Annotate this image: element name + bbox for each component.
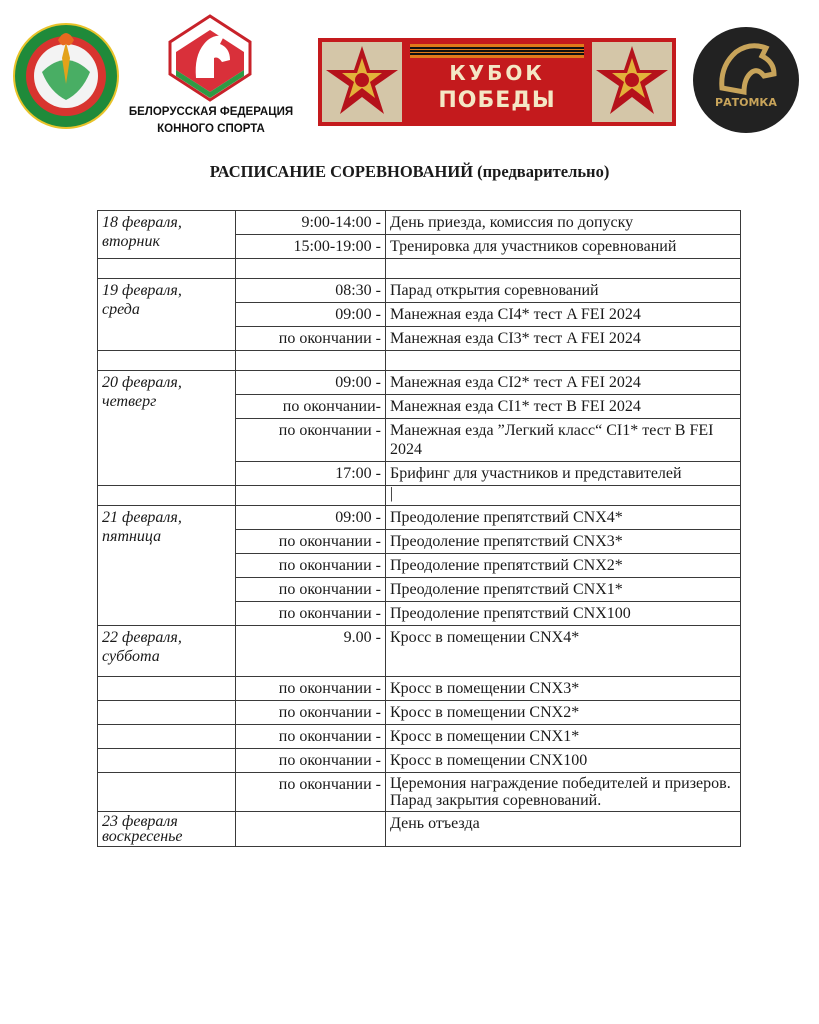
- table-row: [98, 279, 741, 303]
- time-cell-empty: [236, 812, 386, 847]
- table-row: [98, 506, 741, 530]
- event-cell: Церемония награждение победителей и призеров. Парад закрытия соревнований.: [386, 773, 741, 812]
- time-cell: 09:00 -: [236, 303, 386, 327]
- table-row: [98, 211, 741, 235]
- title-main: РАСПИСАНИЕ СОРЕВНОВАНИЙ: [209, 162, 474, 181]
- spacer-row: [98, 351, 741, 371]
- day-date: 18 февраля,: [102, 214, 182, 231]
- event-cell: Кросс в помещении CNX4*: [386, 626, 741, 677]
- time-cell: по окончании -: [236, 578, 386, 602]
- st-george-ribbon-icon: [410, 44, 584, 58]
- event-cell: Манежная езда ”Легкий класс“ CI1* тест B FEI 2024: [386, 419, 741, 462]
- ratomka-logo: [692, 26, 800, 134]
- page-header: [0, 0, 819, 150]
- event-cell: Манежная езда CI2* тест A FEI 2024: [386, 371, 741, 395]
- time-cell: по окончании -: [236, 701, 386, 725]
- table-row: [98, 701, 741, 725]
- event-cell: День отъезда: [386, 812, 741, 847]
- banner-title-line2: ПОБЕДЫ: [438, 88, 556, 113]
- time-cell: 15:00-19:00 -: [236, 235, 386, 259]
- time-cell: по окончании -: [236, 749, 386, 773]
- day-cell-empty: [98, 701, 236, 725]
- table-row: [98, 749, 741, 773]
- time-cell: по окончании -: [236, 602, 386, 626]
- event-cell: Манежная езда CI4* тест A FEI 2024: [386, 303, 741, 327]
- event-cell: Преодоление препятствий CNX100: [386, 602, 741, 626]
- day-weekday: вторник: [102, 233, 160, 250]
- time-cell: 09:00 -: [236, 371, 386, 395]
- banner-title-line1: КУБОК: [449, 61, 545, 85]
- time-cell: 08:30 -: [236, 279, 386, 303]
- event-cell: День приезда, комиссия по допуску: [386, 211, 741, 235]
- day-date: 21 февраля,: [102, 509, 182, 526]
- banner-title: [410, 60, 584, 116]
- day-cell-empty: [98, 773, 236, 812]
- schedule-table: [97, 210, 741, 847]
- day-cell: [98, 506, 236, 626]
- event-cell: Преодоление препятствий CNX2*: [386, 554, 741, 578]
- day-cell: [98, 211, 236, 259]
- day-weekday: среда: [102, 301, 140, 318]
- time-cell: по окончании -: [236, 419, 386, 462]
- order-star-icon: [592, 42, 672, 122]
- spacer-row: [98, 259, 741, 279]
- event-cell: Тренировка для участников соревнований: [386, 235, 741, 259]
- time-cell: 9:00-14:00 -: [236, 211, 386, 235]
- day-cell: [98, 279, 236, 351]
- federation-name: [118, 104, 304, 138]
- event-cell: Парад открытия соревнований: [386, 279, 741, 303]
- day-cell-empty: [98, 725, 236, 749]
- spacer-row: [98, 486, 741, 506]
- event-cell: Преодоление препятствий CNX1*: [386, 578, 741, 602]
- victory-cup-banner: [318, 38, 676, 126]
- day-date: 22 февраля,: [102, 629, 182, 646]
- time-cell: 17:00 -: [236, 462, 386, 486]
- ratomka-logo-text: РАТОМКА: [715, 96, 777, 109]
- event-cell: Преодоление препятствий CNX3*: [386, 530, 741, 554]
- ministry-emblem-logo: [12, 22, 120, 130]
- day-cell: [98, 626, 236, 677]
- day-date: 20 февраля,: [102, 374, 182, 391]
- time-cell: по окончании -: [236, 327, 386, 351]
- event-cell: Кросс в помещении CNX2*: [386, 701, 741, 725]
- federation-name-line1: БЕЛОРУССКАЯ ФЕДЕРАЦИЯ: [128, 106, 294, 118]
- time-cell: по окончании -: [236, 773, 386, 812]
- table-row: [98, 371, 741, 395]
- day-weekday: суббота: [102, 648, 160, 665]
- page-title: [0, 162, 819, 182]
- event-cell: Манежная езда CI3* тест A FEI 2024: [386, 327, 741, 351]
- event-cell: Кросс в помещении CNX3*: [386, 677, 741, 701]
- day-cell: [98, 371, 236, 486]
- time-cell: по окончании -: [236, 554, 386, 578]
- day-date: 19 февраля,: [102, 282, 182, 299]
- event-cell: Кросс в помещении CNX1*: [386, 725, 741, 749]
- table-row: [98, 677, 741, 701]
- order-star-icon: [322, 42, 402, 122]
- table-row: [98, 725, 741, 749]
- time-cell: по окончании -: [236, 530, 386, 554]
- title-note: (предварительно): [477, 162, 610, 181]
- day-weekday: воскресенье: [102, 828, 183, 845]
- time-cell: 9.00 -: [236, 626, 386, 677]
- time-cell: по окончании-: [236, 395, 386, 419]
- day-cell-empty: [98, 677, 236, 701]
- day-cell-empty: [98, 749, 236, 773]
- federation-name-line2: КОННОГО СПОРТА: [157, 123, 265, 135]
- time-cell: 09:00 -: [236, 506, 386, 530]
- day-date: 23 февраля: [102, 813, 178, 830]
- table-row: [98, 773, 741, 812]
- time-cell: по окончании -: [236, 725, 386, 749]
- table-row: [98, 812, 741, 847]
- federation-horse-logo: [160, 12, 260, 104]
- spacer-mark: |: [386, 486, 741, 506]
- day-cell: [98, 812, 236, 847]
- event-cell: Кросс в помещении CNX100: [386, 749, 741, 773]
- event-cell: Преодоление препятствий CNX4*: [386, 506, 741, 530]
- day-weekday: пятница: [102, 528, 162, 545]
- event-cell: Брифинг для участников и представителей: [386, 462, 741, 486]
- time-cell: по окончании -: [236, 677, 386, 701]
- day-weekday: четверг: [102, 393, 157, 410]
- event-cell: Манежная езда CI1* тест B FEI 2024: [386, 395, 741, 419]
- table-row: [98, 626, 741, 677]
